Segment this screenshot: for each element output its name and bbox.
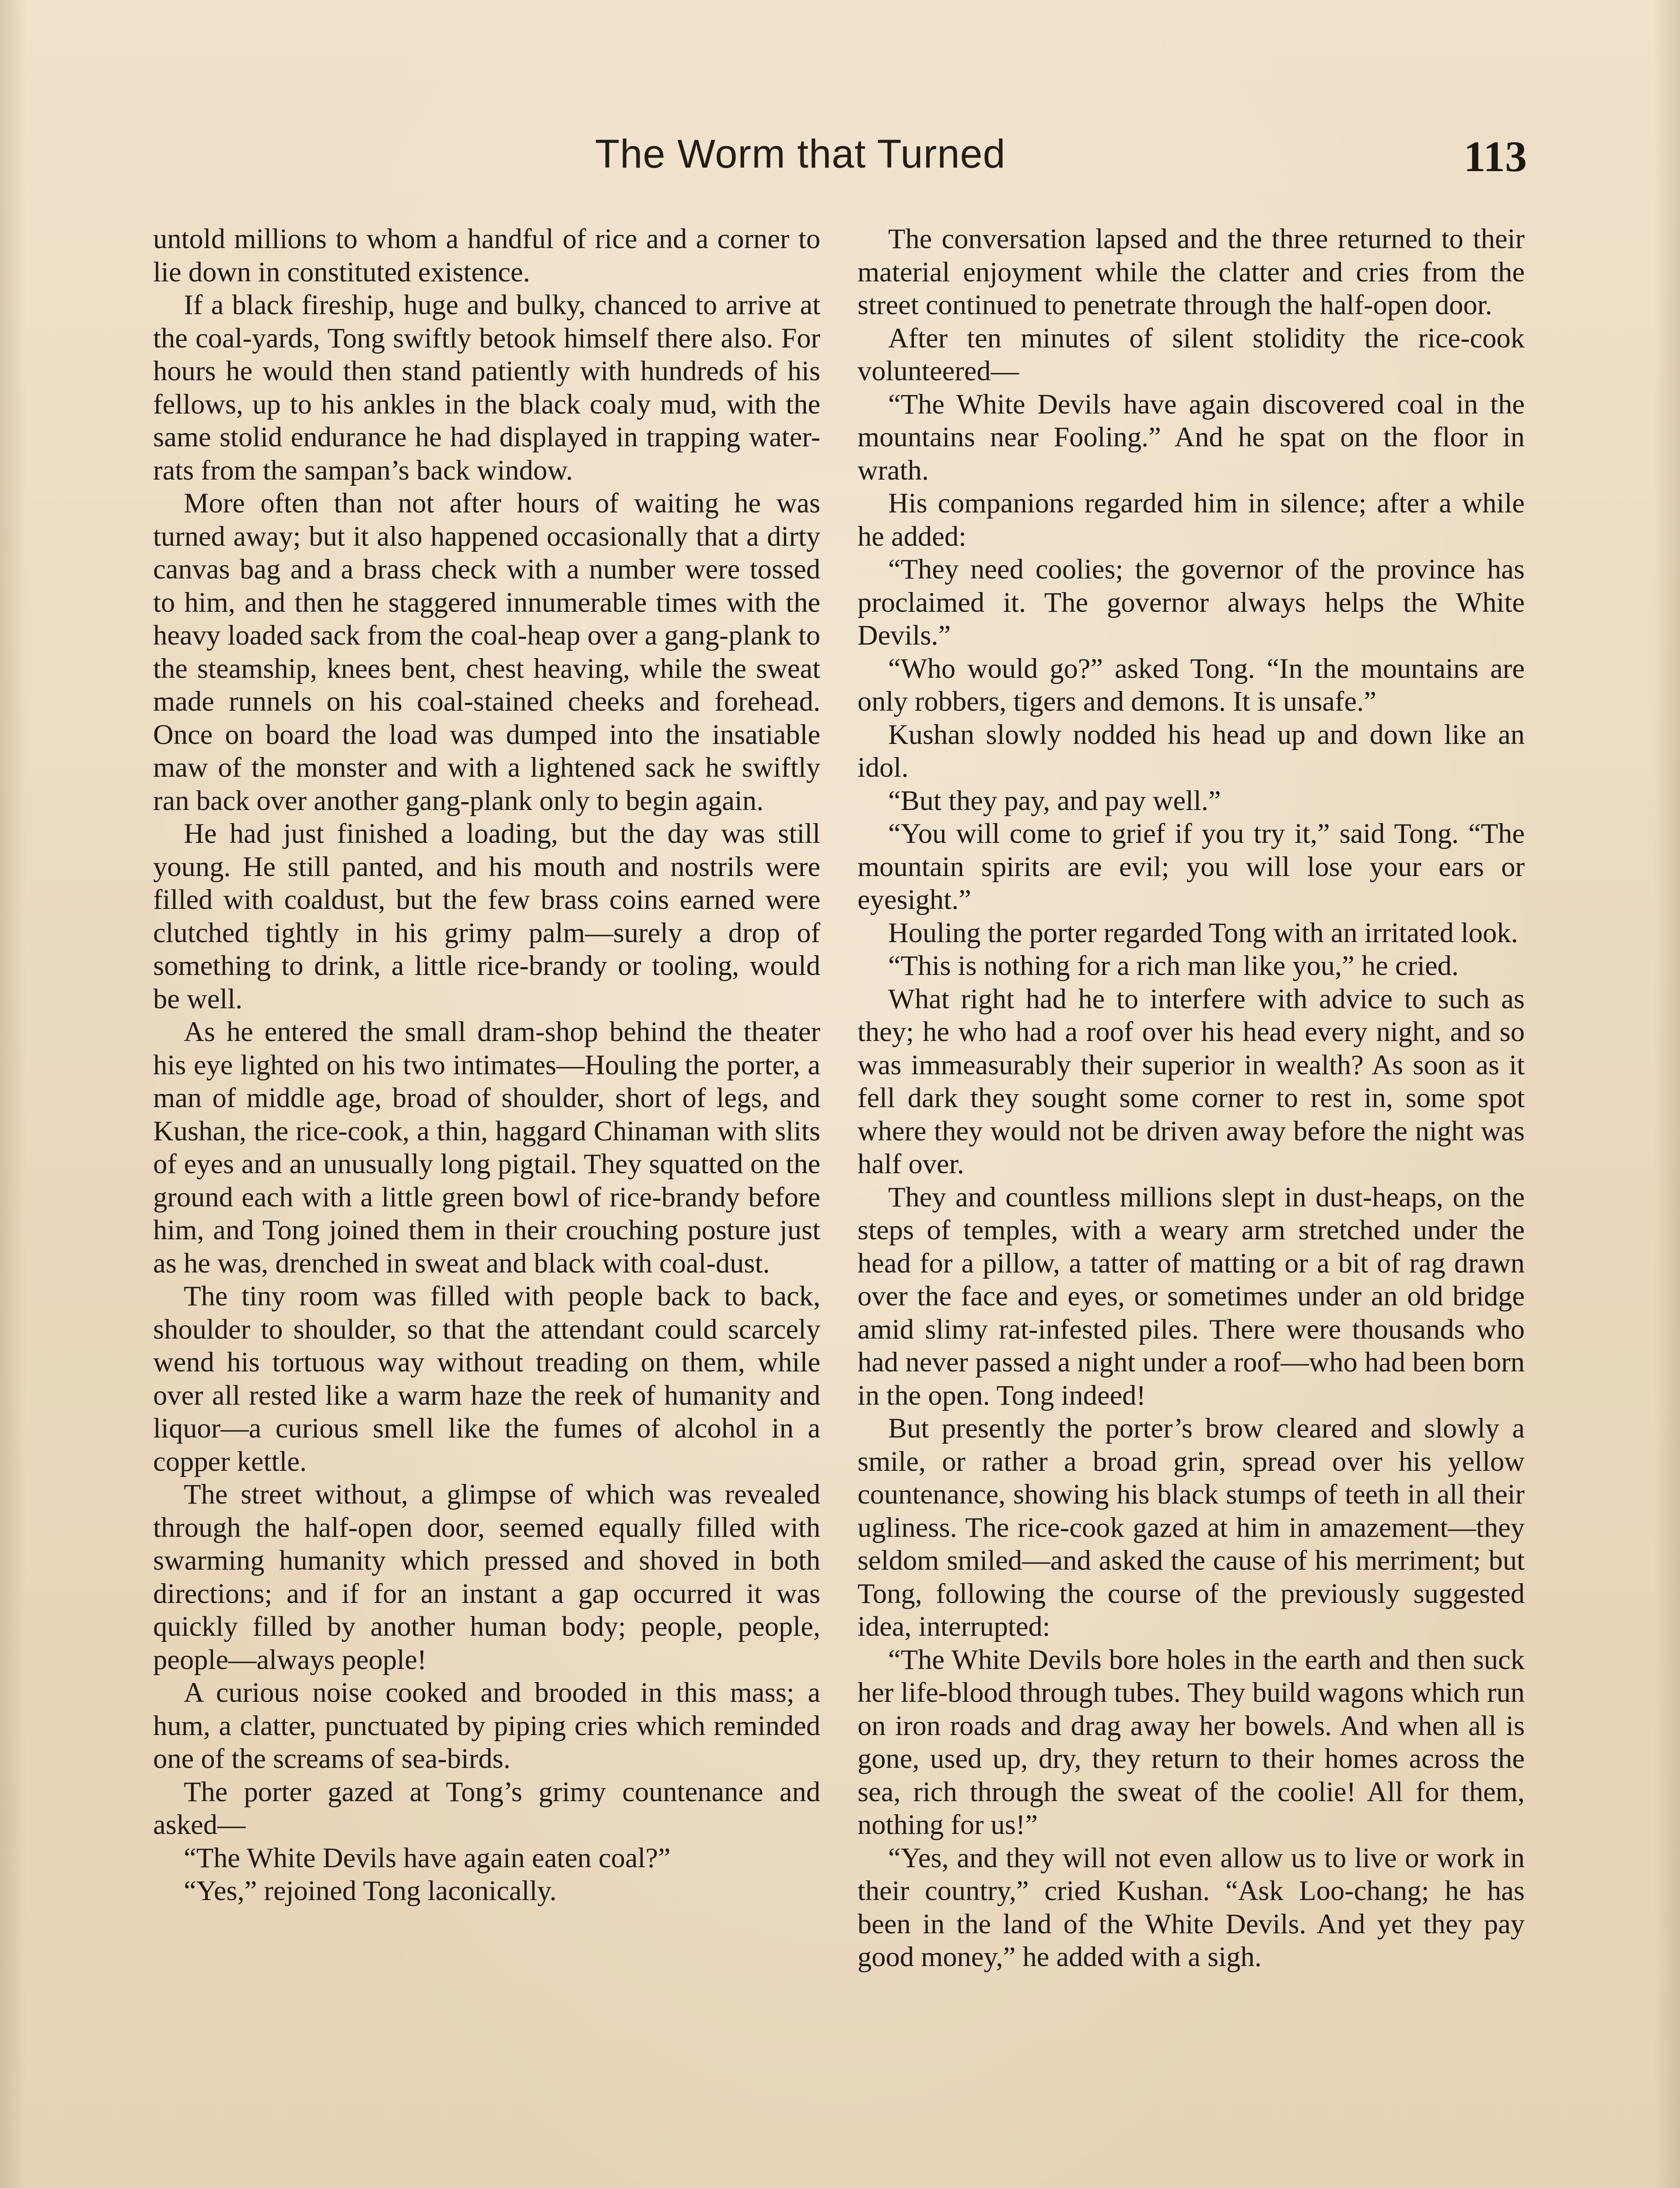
paragraph: “But they pay, and pay well.”	[888, 785, 1221, 816]
paragraph: The tiny room was filled with people back to back, shoulder to shoulder, so that the attendant could scarcely wend his tortuous way without treading on them, while over all rested like a warm haze the reek of humanity and liquor—a curious smell like the fumes of alcohol in a copper kettle.	[153, 1280, 820, 1477]
paragraph: A curious noise cooked and brooded in this mass; a hum, a clatter, punctuated by piping cries which reminded one of the screams of sea-birds.	[153, 1677, 820, 1774]
paragraph: They and countless millions slept in dust-heaps, on the steps of temples, with a weary arm stretched under the head for a pillow, a tatter of matting or a bit of rag drawn over the face and eyes, or sometimes under an old bridge amid slimy rat-infested piles. There were thousands who had never passed a night under a roof—who had been born in the open. Tong indeed!	[858, 1181, 1525, 1411]
paragraph: But presently the porter’s brow cleared and slowly a smile, or rather a broad grin, spread over his yellow countenance, showing his black stumps of teeth in all their ugliness. The rice-cook gazed at him in amazement—they seldom smiled—and asked the cause of his merriment; but Tong, following the course of the previously suggested idea, interrupted:	[858, 1413, 1525, 1642]
paragraph: The conversation lapsed and the three returned to their material enjoyment while the clatter and cries from the street continued to penetrate through the half-open door.	[858, 223, 1525, 320]
paragraph: The porter gazed at Tong’s grimy countenance and asked—	[153, 1776, 820, 1840]
paragraph: “They need coolies; the governor of the province has proclaimed it. The governor always helps the White Devils.”	[858, 554, 1525, 651]
paragraph: His companions regarded him in silence; after a while he added:	[858, 487, 1525, 552]
page-header	[149, 131, 1527, 193]
paragraph: “Yes, and they will not even allow us to live or work in their country,” cried Kushan. “Ask Loo-chang; he has been in the land of the White Devils. And yet they pay good money,” he added with a sigh.	[858, 1842, 1525, 1972]
paragraph: Houling the porter regarded Tong with an irritated look.	[888, 917, 1518, 948]
paragraph: “Who would go?” asked Tong. “In the mountains are only robbers, tigers and demons. It is unsafe.”	[858, 652, 1525, 717]
paragraph: As he entered the small dram-shop behind the theater his eye lighted on his two intimates—Houling the porter, a man of middle age, broad of shoulder, short of legs, and Kushan, the rice-cook, a thin, haggard Chinaman with slits of eyes and an unusually long pigtail. They squatted on the ground each with a little green bowl of rice-brandy before him, and Tong joined them in their crouching posture just as he was, drenched in sweat and black with coal-dust.	[153, 1016, 820, 1279]
paragraph: “You will come to grief if you try it,” said Tong. “The mountain spirits are evil; you will lose your ears or eyesight.”	[858, 818, 1525, 915]
paragraph: untold millions to whom a handful of rice and a corner to lie down in constituted existence.	[153, 223, 820, 288]
paragraph: The street without, a glimpse of which was revealed through the half-open door, seemed equally filled with swarming humanity which pressed and shoved in both directions; and if for an instant a gap occurred it was quickly filled by another human body; people, people, people—always people!	[153, 1479, 820, 1675]
page-number: 113	[1463, 132, 1527, 181]
paragraph: If a black fireship, huge and bulky, chanced to arrive at the coal-yards, Tong swiftly betook himself there also. For hours he would then stand patiently with hundreds of his fellows, up to his ankles in the black coaly mud, with the same stolid endurance he had displayed in trapping water-rats from the sampan’s back window.	[153, 289, 820, 486]
paragraph: Kushan slowly nodded his head up and down like an idol.	[858, 719, 1525, 783]
paragraph: “The White Devils have again discovered coal in the mountains near Fooling.” And he spat on the floor in wrath.	[858, 388, 1525, 486]
paragraph: What right had he to interfere with advice to such as they; he who had a roof over his head every night, and so was immeasurably their superior in wealth? As soon as it fell dark they sought some corner to rest in, some spot where they would not be driven away before the night was half over.	[858, 983, 1525, 1179]
page-edge-shadow-right	[1654, 0, 1680, 2188]
paragraph: “This is nothing for a rich man like you,” he cried.	[888, 950, 1459, 981]
page-edge-shadow-left	[0, 0, 26, 2188]
paragraph: “Yes,” rejoined Tong laconically.	[184, 1875, 557, 1906]
running-title: The Worm that Turned	[595, 132, 1006, 176]
paragraph: “The White Devils bore holes in the earth and then suck her life-blood through tubes. They build wagons which run on iron roads and drag away her bowels. And when all is gone, used up, dry, they return to their homes across the sea, rich through the sweat of the coolie! All for them, nothing for us!”	[858, 1644, 1525, 1840]
right-column	[858, 222, 1525, 1974]
paragraph: “The White Devils have again eaten coal?”	[184, 1842, 671, 1873]
paragraph: After ten minutes of silent stolidity the rice-cook volunteered—	[858, 322, 1525, 386]
paragraph: He had just finished a loading, but the day was still young. He still panted, and his mouth and nostrils were filled with coaldust, but the few brass coins earned were clutched tightly in his grimy palm—surely a drop of something to drink, a little rice-brandy or tooling, would be well.	[153, 818, 820, 1014]
left-column	[153, 222, 820, 1907]
paragraph: More often than not after hours of waiting he was turned away; but it also happened occasionally that a dirty canvas bag and a brass check with a number were tossed to him, and then he staggered innumerable times with the heavy loaded sack from the coal-heap over a gang-plank to the steamship, knees bent, chest heaving, while the sweat made runnels on his coal-stained cheeks and forehead. Once on board the load was dumped into the insatiable maw of the monster and with a lightened sack he swiftly ran back over another gang-plank only to begin again.	[153, 487, 820, 816]
